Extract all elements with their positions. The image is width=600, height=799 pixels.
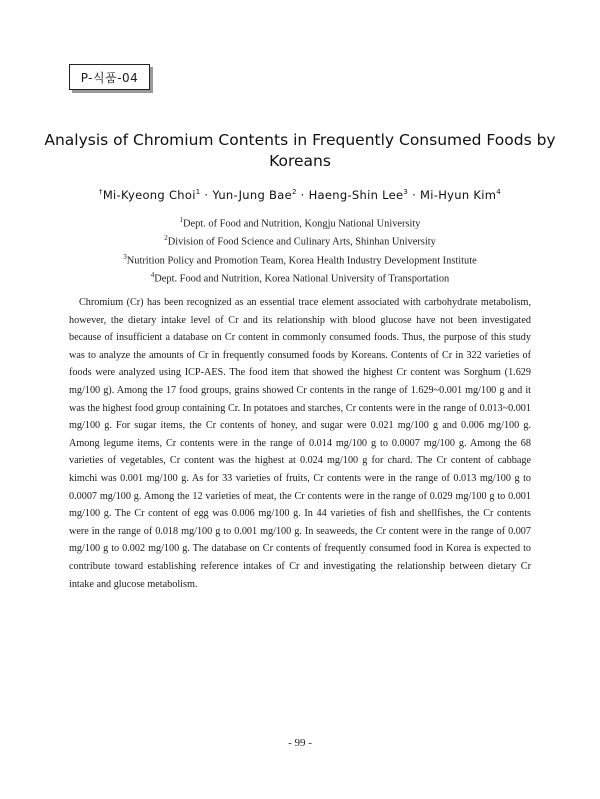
affiliation-text: Division of Food Science and Culinary Arts, Shinhan University	[167, 236, 436, 248]
author-name: Mi-Hyun Kim	[420, 188, 497, 202]
affiliation-list	[40, 213, 560, 287]
paper-title: Analysis of Chromium Contents in Frequently Consumed Foods by Koreans	[44, 131, 556, 170]
session-code: P-식품-04	[80, 70, 139, 85]
author-affiliation-sup: 3	[403, 188, 409, 197]
session-code-box	[69, 64, 150, 90]
author-affiliation-sup: 2	[291, 188, 297, 197]
corresponding-author-mark: †	[99, 188, 103, 197]
author-list	[40, 188, 560, 202]
affiliation-text: Dept. of Food and Nutrition, Kongju National University	[182, 218, 421, 230]
author-separator: ·	[200, 188, 213, 202]
affiliation-sup: 1	[179, 216, 183, 224]
affiliation-text: Dept. Food and Nutrition, Korea National University of Transportation	[154, 273, 450, 285]
affiliation-line	[40, 250, 560, 268]
author-name: Mi-Kyeong Choi	[102, 188, 196, 202]
author-affiliation-sup: 1	[195, 188, 201, 197]
affiliation-line	[40, 231, 560, 249]
author-separator: ·	[408, 188, 421, 202]
page-number: - 99 -	[288, 737, 312, 749]
author-name: Yun-Jung Bae	[212, 188, 292, 202]
author-separator: ·	[296, 188, 309, 202]
author-affiliation-sup: 4	[496, 188, 501, 197]
abstract-body: Chromium (Cr) has been recognized as an essential trace element associated with carbohydrate metabolism, however, the dietary intake level of Cr and its relationship with blood glucose have not been investigated because of insufficient a database on Cr content in commonly consumed foods. Thus, the purpose of this study was to analyze the amounts of Cr in frequently consumed foods by Koreans. Contents of Cr in 322 varieties of foods were analyzed using ICP-AES. The food item that showed the highest Cr content was Sorghum (1.629 mg/100 g). Among the 17 food groups, grains showed Cr contents in the range of 1.629~0.001 mg/100 g and it was the highest food group containing Cr. In potatoes and starches, Cr contents were in the range of 0.013~0.001 mg/100 g. For sugar items, the Cr contents of honey, and sugar were 0.021 mg/100 g and 0.006 mg/100 g. Among legume items, Cr contents were in the range of 0.014 mg/100 g to 0.0007 mg/100 g. Among the 68 varieties of vegetables, Cr content was the highest at 0.024 mg/100 g for chard. The Cr content of cabbage kimchi was 0.001 mg/100 g. As for 33 varieties of fruits, Cr contents were in the range of 0.013 mg/100 g to 0.0007 mg/100 g. Among the 12 varieties of meat, the Cr contents were in the range of 0.029 mg/100 g to 0.001 mg/100 g. The Cr content of egg was 0.006 mg/100 g. In 44 varieties of fish and shellfishes, the Cr contents were in the range of 0.018 mg/100 g to 0.001 mg/100 g. In seaweeds, the Cr content were in the range of 0.007 mg/100 g to 0.002 mg/100 g. The database on Cr contents of frequently consumed food in Korea is expected to contribute toward establishing reference intakes of Cr and investigating the relationship between dietary Cr intake and glucose metabolism.	[69, 297, 531, 590]
affiliation-line	[40, 213, 560, 231]
affiliation-sup: 3	[123, 252, 127, 261]
affiliation-line	[40, 268, 560, 286]
affiliation-sup: 2	[164, 234, 168, 243]
affiliation-sup: 4	[150, 271, 155, 280]
author-name: Haeng-Shin Lee	[308, 188, 404, 202]
affiliation-text: Nutrition Policy and Promotion Team, Korea Health Industry Development Institute	[126, 255, 477, 267]
